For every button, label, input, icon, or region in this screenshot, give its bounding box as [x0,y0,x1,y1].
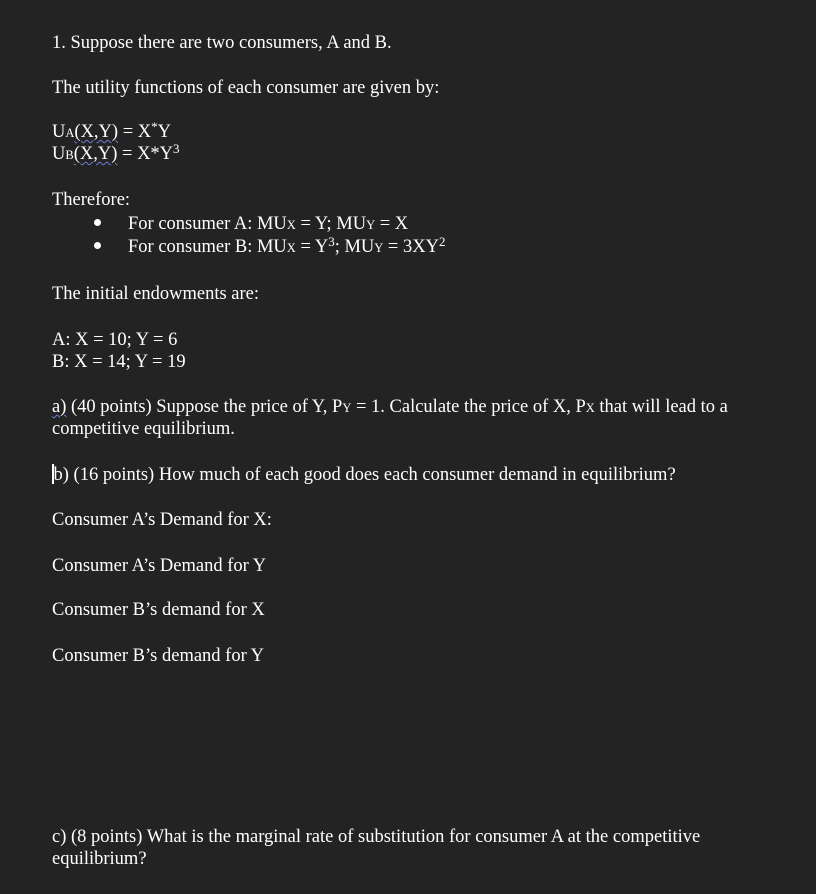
part-b-item-b-x: Consumer B’s demand for X [52,600,265,620]
endowment-b: B: X = 14; Y = 19 [52,352,186,372]
utility-b: $UB(X,Y) = X*Y^3$ [52,141,180,164]
part-b-item-a-x: Consumer A’s Demand for X: [52,510,272,530]
therefore-label: Therefore: [52,190,131,210]
bullet-consumer-a: For consumer A: MUX = Y; MUY = X [94,213,408,236]
bullet-dot-icon [94,242,101,249]
endowments-heading: The initial endowments are: [52,284,260,304]
part-c-line2: equilibrium? [52,849,147,869]
part-a-line2: competitive equilibrium. [52,419,235,439]
part-a-line1: a) (40 points) Suppose the price of Y, PY = 1. Calculate the price of X, PX that will lead to a [52,397,728,417]
part-b-item-a-y: Consumer A’s Demand for Y [52,556,267,576]
part-b-question: b) (16 points) How much of each good does each consumer demand in equilibrium? [53,465,676,485]
bullet-consumer-b: For consumer B: MUX = $Y^3$; MUY = $3XY^2$ [94,236,445,259]
endowment-a: A: X = 10; Y = 6 [52,330,178,350]
part-c-line1: c) (8 points) What is the marginal rate of substitution for consumer A at the competitive [52,827,701,847]
bullet-dot-icon [94,219,101,226]
question-intro: 1. Suppose there are two consumers, A and B. [52,33,392,53]
utility-a: UA(X,Y) = X*Y [52,119,171,142]
utility-heading: The utility functions of each consumer are given by: [52,78,440,98]
text-cursor [52,464,54,484]
part-b-item-b-y: Consumer B’s demand for Y [52,646,265,666]
